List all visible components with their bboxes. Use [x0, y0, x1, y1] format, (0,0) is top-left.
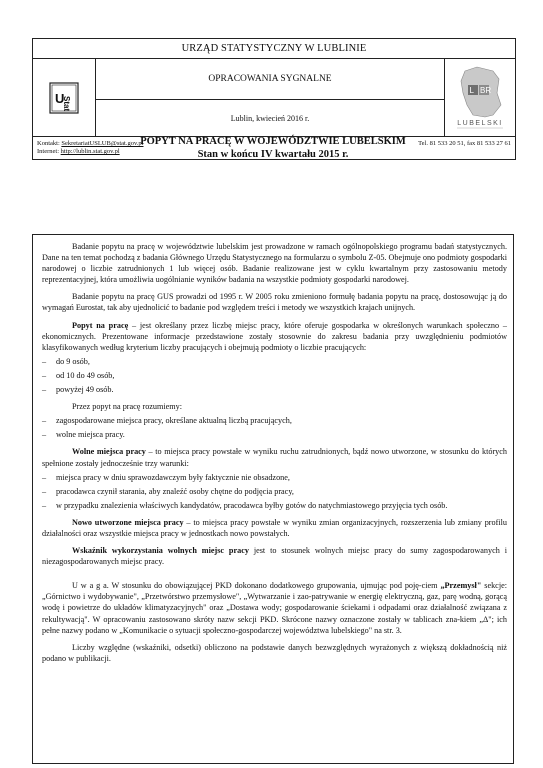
email-link[interactable]: SekretariatUSLUB@stat.gov.pl: [61, 140, 144, 147]
list-item: – powyżej 49 osób.: [42, 385, 114, 395]
paragraph-vacancies: Wolne miejsca pracy – to miejsca pracy powstałe w wyniku ruchu zatrudnionych, bądź nowo utworzone, w stosunku do których spełnione zostały jednocześnie trzy warunki:: [42, 447, 507, 468]
paragraph-intro: Badanie popytu na pracę w województwie lubelskim jest prowadzone w ramach ogólnopolskiego programu badań statystycznych. Dane na ten temat pochodzą z badania Głównego Urzędu Statystycznego na formularzu o symbolu Z-05. Obejmuje ono podmioty gospodarki narodowej o liczbie zatrudnionych 1 lub więcej osób. Badanie realizowane jest w cyklu kwartalnym przy zastosowaniu metody reprezentacyjnej, która umożliwia uogólnianie wyników badania na wszystkie podmioty gospodarki narodowej.: [42, 242, 507, 285]
series-title: OPRACOWANIA SYGNALNE: [95, 59, 445, 100]
term-new-jobs: Nowo utworzone miejsca pracy: [72, 517, 184, 527]
document-title: [32, 135, 514, 161]
svg-text:LUBELSKI: LUBELSKI: [457, 120, 503, 127]
title-line-1: POPYT NA PRACĘ W WOJEWÓDZTWIE LUBELSKIM: [140, 136, 406, 147]
lubelski-logo: [444, 59, 515, 136]
list-item: – od 10 do 49 osób,: [42, 370, 115, 380]
internet-label: Internet:: [37, 148, 60, 155]
term-utilisation: Wskaźnik wykorzystania wolnych miejsc pracy: [72, 546, 249, 556]
term-vacancies: Wolne miejsca pracy: [72, 447, 146, 457]
svg-text:Stat: Stat: [62, 96, 71, 112]
paragraph-utilisation: Wskaźnik wykorzystania wolnych miejsc pracy jest to stosunek wolnych miejsc pracy do sumy zagospodarowanych i niezagospodarowanych miejsc pracy.: [42, 546, 507, 567]
paragraph-labour-demand: [42, 320, 507, 353]
svg-text:U: U: [55, 91, 65, 106]
list-item: – miejsca pracy w dniu sprawozdawczym były faktycznie nie obsadzone,: [42, 472, 290, 482]
paragraph-new-jobs: Nowo utworzone miejsca pracy – to miejsca pracy powstałe w wyniku zmian organizacyjnych, rozszerzenia lub zmiany profilu działalności oraz wszystkie miejsca pracy w jednostkach nowo powstałych.: [42, 517, 507, 538]
contact-label: Kontakt:: [37, 140, 60, 147]
list-item: – zagospodarowane miejsca pracy, określane aktualną liczbą pracujących,: [42, 416, 292, 426]
labour-demand-text: – jest określany przez liczbę miejsc pracy, które oferuje gospodarka w określonych warunkach społeczno – ekonomicznych. Prezentowane informacje przedstawione zostały stosownie do zakresu badania przy uwzględnieniu podmiotów klasyfikowanych według kryterium liczby pracujących i obejmują podmioty o liczbie pracujących:: [42, 320, 507, 352]
phone-fax: Tel. 81 533 20 51, fax 81 533 27 61: [418, 140, 511, 147]
series-block: [95, 59, 445, 136]
paragraph-definition-intro: Przez popyt na pracę rozumiemy:: [72, 402, 183, 412]
list-item: – pracodawca czynił starania, aby znaleźć osoby chętne do podjęcia pracy,: [42, 486, 294, 496]
ustat-logo: [33, 59, 96, 136]
website-link[interactable]: http://lublin.stat.gov.pl: [60, 148, 120, 155]
paragraph-relative-numbers: Liczby względne (wskaźniki, odsetki) obliczono na podstawie danych bezwzględnych wyrażonych z większą dokładnością niż podano w publikacji.: [42, 642, 507, 663]
paragraph-history: Badanie popytu na pracę GUS prowadzi od 1995 r. W 2005 roku zmieniono formułę badania popytu na pracę, dostosowując ją do wymagań Eurostat, tak aby ujednolicić to badanie pod względem treści i metody we wszystkich krajach unijnych.: [42, 292, 507, 313]
list-item: – wolne miejsca pracy.: [42, 430, 125, 440]
logo-row: [33, 59, 515, 137]
list-item: – w przypadku znalezienia właściwych kandydatów, pracodawca byłby gotów do natychmiastowego przyjęcia tych osób.: [42, 500, 448, 510]
paragraph-note: U w a g a. W stosunku do obowiązującej PKD dokonano dodatkowego grupowania, ujmując pod poję-ciem „Przemysł" sekcje: „Górnictwo i wydobywanie", „Przetwórstwo przemysłowe", „Wytwarzanie i zao-patrywanie w energię elektryczną, gaz, parę wodną, gorącą wodę i powietrze do układów klimatyzacyjnych" oraz „Dostawa wody; gospodarowanie ściekami i odpadami oraz działalność związana z rekultywacją". W opracowaniu zastosowano skróty nazw sekcji PKD. Skrócone nazwy oznaczone zostały w tablicach zna-kiem „Δ"; ich pełne nazwy podano w „Komunikacie o sytuacji społeczno-gospodarczej województwa lubelskiego" na str. 3.: [42, 581, 508, 635]
term-industry: „Przemysł": [440, 581, 482, 591]
term-labour-demand: Popyt na pracę: [72, 320, 129, 330]
list-item: – do 9 osób,: [42, 356, 90, 366]
office-name: URZĄD STATYSTYCZNY W LUBLINIE: [33, 39, 515, 59]
body-box: [32, 234, 514, 764]
publication-date: Lublin, kwiecień 2016 r.: [230, 114, 310, 123]
title-line-2: Stan w końcu IV kwartału 2015 r.: [197, 149, 349, 160]
svg-text:L: L: [469, 86, 474, 95]
svg-text:BR: BR: [480, 86, 492, 95]
